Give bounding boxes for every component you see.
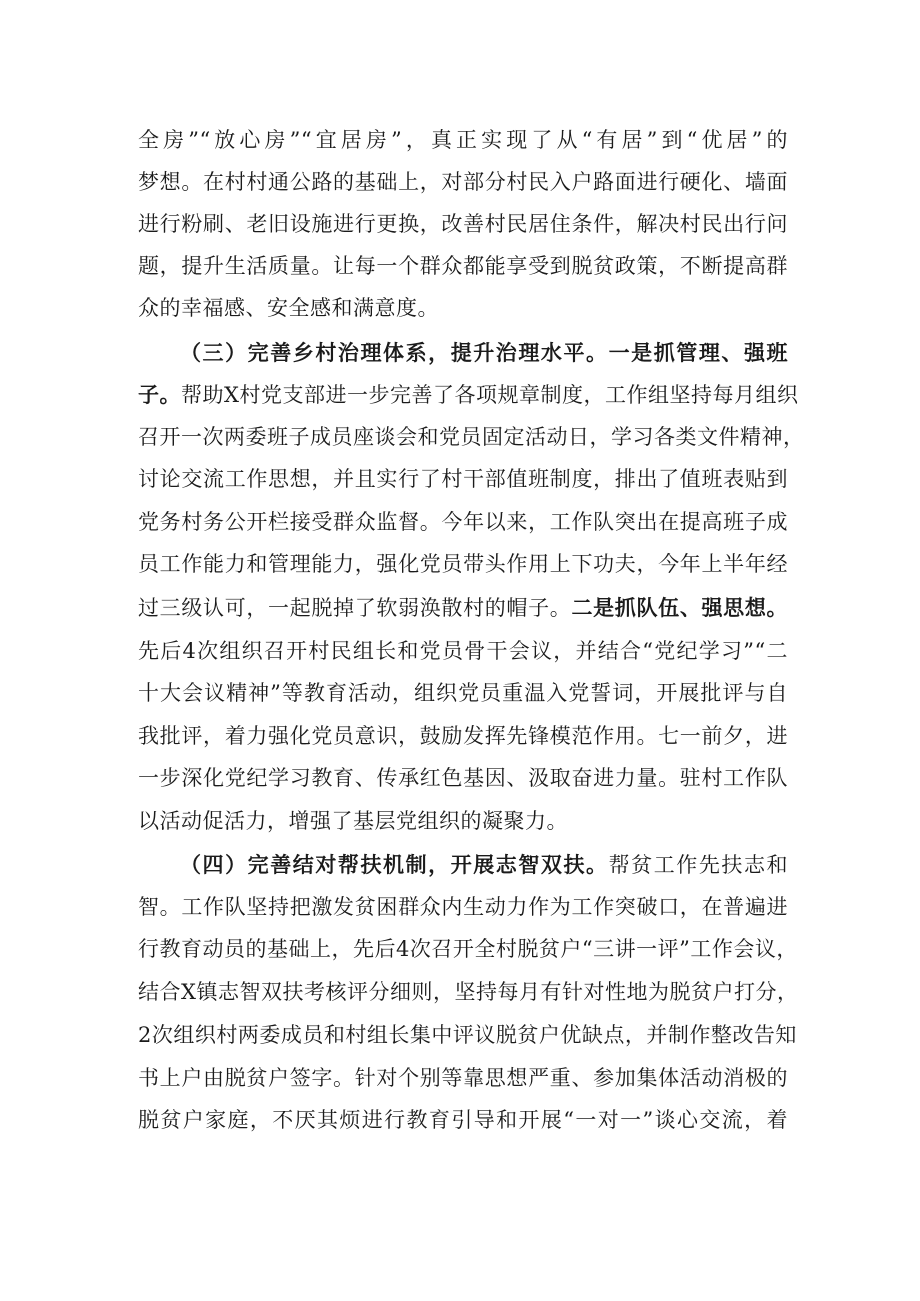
text-run: 十大会议精神”等教育活动，组织党员重温入党誓词，开展批评与自 (138, 681, 788, 705)
text-run: 脱贫户家庭，不厌其烦进行教育引导和开展“一对一”谈心交流，着 (138, 1108, 788, 1132)
text-run: 以活动促活力，增强了基层党组织的凝聚力。 (138, 809, 568, 833)
text-run: 书上户由脱贫户签字。针对个别等靠思想严重、参加集体活动消极的 (138, 1066, 788, 1090)
text-line (138, 246, 788, 286)
text-line (138, 1058, 788, 1098)
text-line (138, 502, 788, 542)
text-run: 智。工作队坚持把激发贫困群众内生动力作为工作突破口，在普遍进 (138, 895, 788, 919)
text-run: 召开一次两委班子成员座谈会和党员固定活动日，学习各类文件精神， (138, 425, 805, 449)
text-line (138, 204, 788, 244)
text-line (138, 673, 788, 713)
text-run: 结合X镇志智双扶考核评分细则，坚持每月有针对性地为脱贫户打分， (138, 980, 799, 1004)
text-run: 员工作能力和管理能力，强化党员带头作用上下功夫，今年上半年经 (138, 552, 788, 576)
text-line (138, 887, 788, 927)
text-line (138, 801, 788, 841)
text-line (138, 588, 788, 628)
text-line (138, 417, 805, 457)
text-run: 党务村务公开栏接受群众监督。今年以来，工作队突出在提高班子成 (138, 510, 788, 534)
bold-run: （三）完善乡村治理体系，提升治理水平。一是抓管理、强班 (180, 340, 788, 365)
text-run: 帮贫工作先扶志和 (608, 853, 789, 877)
text-line (138, 1100, 788, 1140)
text-line (138, 758, 788, 798)
text-run: 众的幸福感、安全感和满意度。 (138, 296, 439, 320)
text-run: 全房”“放心房”“宜居房”，真正实现了从“有居”到“优居”的 (138, 128, 788, 152)
text-line (138, 375, 799, 415)
bold-run: 子。 (138, 382, 181, 407)
text-run: 帮助X村党支部进一步完善了各项规章制度，工作组坚持每月组织 (181, 383, 799, 407)
text-line (138, 716, 788, 756)
text-line (138, 120, 788, 160)
text-run: 过三级认可，一起脱掉了软弱涣散村的帽子。 (138, 596, 572, 620)
text-run: 一步深化党纪学习教育、传承红色基因、汲取奋进力量。驻村工作队 (138, 766, 788, 790)
bold-run: （四）完善结对帮扶机制，开展志智双扶。 (180, 852, 609, 877)
text-run: 我批评，着力强化党员意识，鼓励发挥先锋模范作用。七一前夕，进 (138, 724, 788, 748)
text-line (138, 288, 788, 328)
text-line (138, 162, 788, 202)
bold-run: 二是抓队伍、强思想。 (571, 595, 789, 620)
text-run: 梦想。在村村通公路的基础上，对部分村民入户路面进行硬化、墙面 (138, 170, 788, 194)
text-run: 2次组织村两委成员和村组长集中评议脱贫户优缺点，并制作整改告知 (138, 1023, 797, 1047)
section-heading-line (180, 845, 788, 885)
text-run: 先后4次组织召开村民组长和党员骨干会议，并结合“党纪学习”“二 (138, 639, 788, 663)
text-line (138, 459, 788, 499)
text-line (138, 1015, 797, 1055)
text-line (138, 631, 788, 671)
text-line (138, 929, 798, 969)
text-run: 行教育动员的基础上，先后4次召开全村脱贫户“三讲一评”工作会议， (138, 937, 798, 961)
text-run: 题，提升生活质量。让每一个群众都能享受到脱贫政策，不断提高群 (138, 254, 788, 278)
text-line (138, 544, 788, 584)
text-run: 讨论交流工作思想，并且实行了村干部值班制度，排出了值班表贴到 (138, 467, 788, 491)
section-heading-line (180, 333, 788, 373)
text-run: 进行粉刷、老旧设施进行更换，改善村民居住条件，解决村民出行问 (138, 212, 788, 236)
text-line (138, 972, 799, 1012)
